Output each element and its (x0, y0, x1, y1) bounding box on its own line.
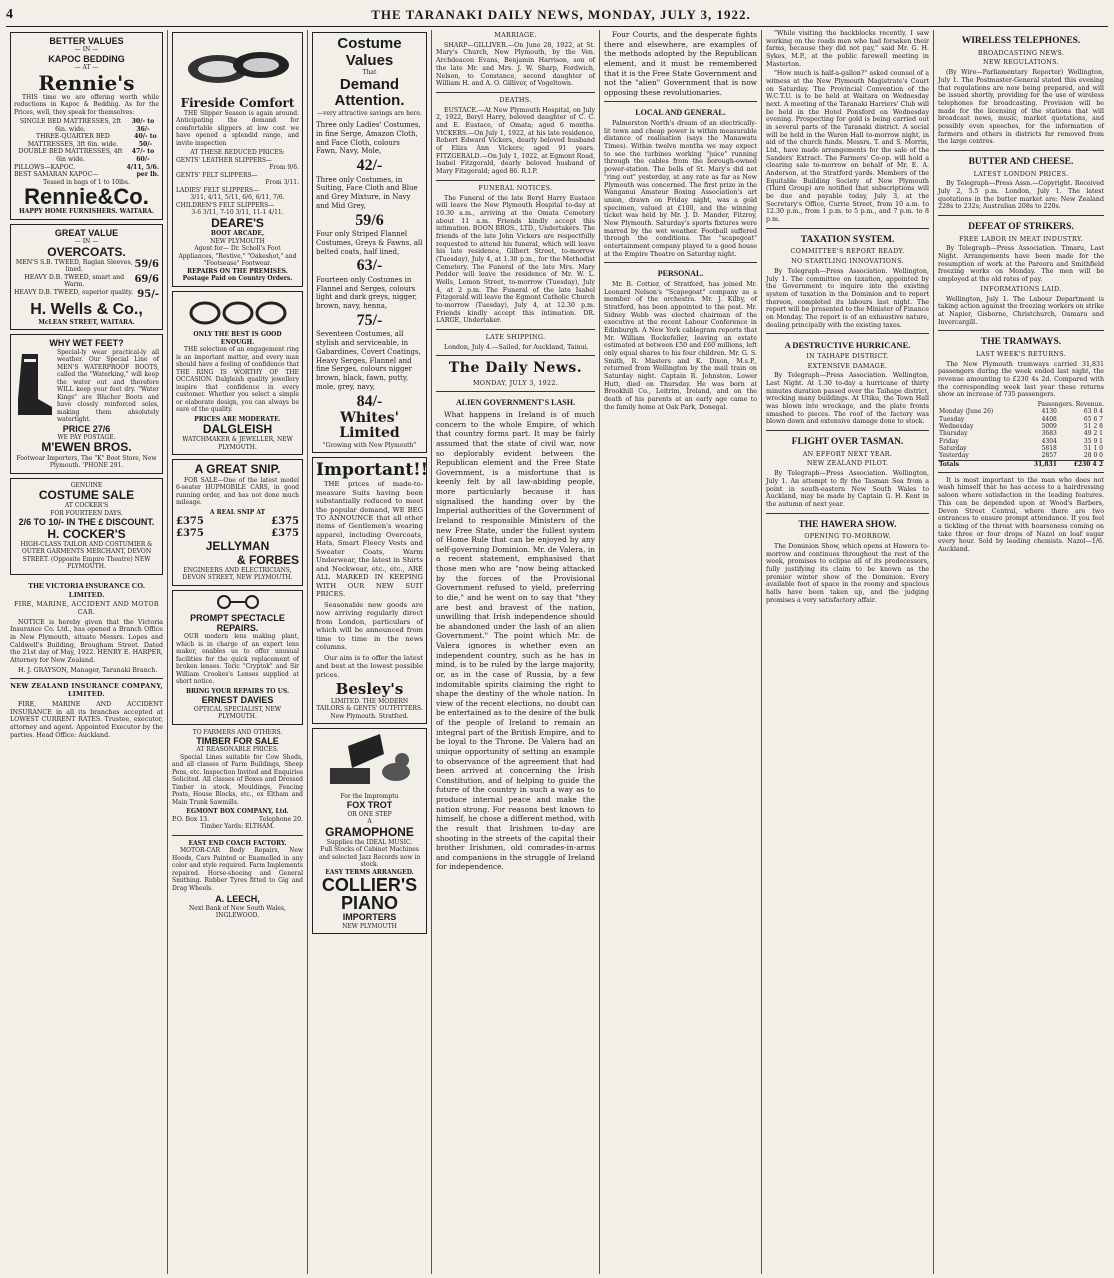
flight-body: By Telegraph—Press Association. Wellington, July 1. An attempt to fly the Tasman Sea from a point in south-eastern New South Wales to Auckland, may be made by Captain G. H. Kent in the autumn of next year. (766, 470, 929, 508)
column-2 (168, 30, 308, 1274)
deaths-body: EUSTACE.—At New Plymouth Hospital, on July 2, 1922, Beryl Harry, beloved daughter of C. C. and E. Eustace, of Omata; aged 6 months. VICKERS.—On July 1, 1922, at his late residence, Robert Edward Vickers, dearly beloved husband of Eliza Ann Vickers; aged 91 years. FITZGERALD.—On July 1, 1922, at Egmont Road, Isabel Fitzgerald, dearly beloved husband of Mary Fitzgerald; aged 86. R.I.P. (436, 106, 596, 176)
costume-item: Seventeen Costumes, all stylish and serviceable, in Gabardines, Covert Coatings, Heavy Serges, Flannel and fine Serges, colours nigger brown, black, fawn, putty, mole, grey, navy, (316, 330, 421, 391)
flight-heading: FLIGHT OVER TASMAN. (791, 437, 904, 448)
item-name: SINGLE BED MATTRESSES, 2ft 6in. wide. (19, 118, 121, 133)
divider (766, 513, 929, 514)
spectacle-heading: PROMPT SPECTACLE REPAIRS. (190, 612, 285, 633)
item-price: 95/- (137, 288, 159, 300)
divider (938, 330, 1104, 331)
besley-title: Besley's (335, 680, 404, 699)
flight-sub-2: NEW ZEALAND PILOT. (806, 459, 889, 468)
tramways-after: It is most important to the man who does not wash himself that he has access to a hairdressing saloon where satisfaction in the leading features. This can be depended upon at Wood's Barbers, Devon Street Central, where there are two entrances to ensure prompt attendance. If you feel a tickling of the throat with hoarseness coming on take three or four drops of Nazol on loaf sugar every hour. Sold by leading chemists. Nazol—1/6. Auckland. (938, 476, 1104, 553)
table-row (938, 430, 1104, 437)
divider (436, 92, 595, 93)
besley-place: New Plymouth. Stratford. (330, 712, 409, 720)
taxation-sub: COMMITTEE'S REPORT READY. (790, 247, 905, 256)
wells-sub: McLEAN STREET, WAITARA. (38, 318, 135, 326)
funeral-body: The Funeral of the late Beryl Harry Eustace will leave the New Plymouth Hospital to-day at 10.30 a.m., arriving at the Omata Cemetery about 11 a.m. Friends kindly accept this intimation. BOON BROS., LTD., Undertakers. The friends of the late John Vickers are respectfully requested to attend his funeral, which will leave his late residence, Gilbert Street, to-morrow (Tuesday), July 4, at 1.30 p.m., for the Methodist Cemetery. The Funeral of the late Mrs. Mary Pedder will leave the residence of Mr. W. L. Wells, Lemon Street, to-morrow (Tuesday), July 4, at 2 p.m. The Funeral of the late Isabel Fitzgerald will leave the Egmont Catholic Church to-morrow (Tuesday), July 4, at 12.30 p.m. Friends kindly accept this intimation. DR. LARGE, Undertaker. (436, 194, 595, 325)
item-price: 69/6 (134, 273, 159, 285)
editorial-continued: Four Courts, and the desperate fights there and elsewhere, are examples of the methods adopted by the Republican element, and it must be remembered that it is the Free State Government and not the "alien" Government that is now opposing these revolutionaries. (604, 30, 757, 97)
news-body: "How much is half-a-gallon?" asked counsel of a witness at the New Plymouth Magistrate's Court on Saturday. The Provincial Convention of the W.C.T.U. is to be held at Waitara on Wednesday next. A meeting of the Taranaki Harriers' Club will be held in the Hotel Ponsford on Wednesday evening. Prospecting for gold is being carried out in several parts of the Taranaki district. A social will be held in the Waren Hall to-morrow night, in aid of the church funds. Messrs. T. and S. Morrin, Ltd., have made arrangements for the sale of the Sanders' Extract. The Farmers' Co-op. will hold a clearing sale to-morrow on behalf of Mr. E. A. Anderson, at the Stratford yards. Members of the Equitable Building Society of New Plymouth (Third Group) are notified that subscriptions will be due and payable today, July 3, at the Secretary's Office, Currie Street, from 10 a.m. to 12.30 p.m., from 1 p.m. to 5 p.m., and 7 p.m. to 8 p.m. (766, 70, 929, 224)
timber-heading: TIMBER FOR SALE (196, 736, 279, 747)
costume-sale: COSTUME SALE (38, 488, 135, 503)
tramways-sub: LAST WEEK'S RETURNS. (975, 349, 1067, 358)
table-header: Passengers. Revenue. (1037, 401, 1104, 408)
list-item (14, 259, 159, 274)
ladies-felt: LADIES' FELT SLIPPERS— (176, 186, 260, 194)
ring-body: THE selection of an engagement ring is an important matter, and every man should have a feeling of confidence that THE RING IS WORTHY OF THE OCCASION. Dalgleish quality jewellery inspire that confidence in every customer. Whether you select a simple or elaborate design, you can always be sure of the quality. (176, 346, 299, 414)
costume-price: 42/- (356, 157, 383, 174)
item-price: 30/- to 36/- (131, 118, 155, 133)
hurricane-sub-2: EXTENSIVE DAMAGE. (807, 361, 888, 370)
wireless-body: (By Wire—Parliamentary Reporter) Wellington, July 1. The Postmaster-General stated this evening that regulations are now being prepared, and will be issued shortly, providing for the use of wireless telephones for broadcasting. Provision will be made for the licensing of the stations that will broadcast news, music, market quotations, and possibly even speeches, for the information of farmers and others in districts far removed from the large centres. (938, 69, 1104, 146)
gents-slippers: GENTS' LEATHER SLIPPERS— (176, 156, 273, 164)
price: £375 (271, 516, 299, 528)
victoria-title: THE VICTORIA INSURANCE CO. LIMITED. (28, 580, 145, 599)
wireless-heading: WIRELESS TELEPHONES. (961, 36, 1081, 46)
masthead (6, 4, 1108, 27)
shipping-body: London, July 4.—Sailed, for Auckland, Tainui. (444, 343, 589, 351)
egmont-ad (172, 729, 303, 920)
divider (938, 215, 1104, 216)
divider (766, 228, 929, 229)
local-heading: LOCAL AND GENERAL. (635, 108, 726, 118)
column-6 (762, 30, 934, 1274)
divider (766, 430, 929, 431)
marriage-body: SHARP—GILLIVER.—On June 28, 1922, at St. Mary's Church, New Plymouth, by the Ven. Archdeacon Evans, Benjamin Harrison, son of the late Mr. and Mrs. J. W. Sharp, Fordwich, Nelson, to Constance, second daughter of William H. and A. O. Gilliver, of Vogeltown. (436, 41, 595, 88)
column-4 (432, 30, 600, 1274)
list-item (14, 171, 159, 179)
table-cell: 2857 (1041, 452, 1057, 460)
divider (766, 333, 929, 334)
victoria-sub: FIRE, MARINE, ACCIDENT AND MOTOR CAR. (14, 600, 159, 616)
davies-ad (172, 590, 303, 725)
important-body-2: Seasonable new goods are now arriving regularly direct from London, particulars of which will be announced from time to time in the news columns. (316, 600, 423, 652)
butter-heading: BUTTER AND CHEESE. (968, 156, 1074, 167)
newspaper-page (6, 4, 1108, 1274)
jellyman-ad (172, 459, 303, 585)
table-row (938, 416, 1104, 423)
only-best: ONLY THE BEST IS GOOD ENOUGH. (193, 331, 282, 346)
item-name: HEAVY D.B. TWEED, superior quality. (14, 288, 134, 296)
informations-heading: INFORMATIONS LAID. (980, 284, 1062, 293)
demand: Demand (339, 75, 400, 93)
local-body: Palmerston North's dream of an electrically-lit town and cheap power is within measurable distance of realisation (says the Manawatu Times). Within twelve months we may expect to see the turbines working "juice" running through the cables from the borough-owned power-station. The bells of St. Mary's did not "ring out" yesterday, at any rate as far as New Plymouth was concerned. The first prize in the Wanganui Amateur Boxing Association's art union, drawn on Friday night, was a gold specimen, valued at £100, and the winning ticket was held by Mr. J. D. Mander, Fitzroy, New Plymouth. Saturday's sports fixtures were marred by the wet weather. Football suffered through the conditions. The "scapegoat" entertainment company played to a good house at the Empire Theatre on Saturday night. (604, 120, 757, 258)
daily-news-title: The Daily News. (448, 360, 583, 377)
price: From 3/11. (265, 179, 299, 187)
table-cell: 3683 (1041, 430, 1057, 438)
table-cell: Yesterday (939, 452, 969, 460)
gramophone-title: GRAMOPHONE (325, 824, 414, 839)
wet-feet-text: Special-ly wear practical-ly all weather. Our Special Line of MEN'S WATERPROOF BOOTS, called the "Waterking," will keep the water out and therefore WILL keep your feet dry. "Water Kings" are Blucher Boots and have closely reinforced soles, making them absolutely watertight. (57, 348, 159, 424)
mewen-ad (10, 334, 163, 473)
table-cell: Wednesday (939, 422, 974, 430)
list-item (14, 148, 159, 163)
deares-ad (172, 32, 303, 287)
wireless-sub-2: NEW REGULATIONS. (983, 58, 1059, 67)
table-cell: 63 0 4 (1083, 408, 1103, 416)
personal-body: Mr. B. Cottier, of Stratford, has joined Mr. Leonard Nelson's "Scapegoat" company as a member of the orchestra. Mr. J. Kilby, of Stratford, has been appointed to the post. Mr. Sidney Webb was elected chairman of the executive at the recent Labour Conference in Edinburgh. A New York cablegram reports that Mr. William Rockefeller, leaving an estate estimated at between £50 and £60 millions, left only equal shares to his four children. Mr. G. S. Smith, R. Masters and K. Dixon, M.s.P., returned from Wellington by the mail train on Saturday night. Captain R. Johnston, Lower Hutt, died on Thursday. He was born at Brookhill Co., Leitrim, Ireland, and on the death of his parents at an early age came to the family home at Oak Park, Donegal. (604, 280, 757, 411)
reduced-prices: AT THESE REDUCED PRICES: (190, 149, 285, 157)
divider (436, 180, 595, 181)
divider (604, 101, 757, 102)
label: — IN — (74, 46, 99, 54)
list-item (14, 118, 159, 133)
table-cell: Totals (939, 460, 960, 468)
table-row (938, 438, 1104, 445)
better-values: BETTER VALUES (49, 36, 124, 46)
taxation-sub-2: NO STARTLING INNOVATIONS. (791, 257, 904, 266)
great-value: GREAT VALUE (54, 227, 119, 238)
price-row (176, 516, 299, 528)
funeral-heading: FUNERAL NOTICES. (478, 183, 553, 192)
snip-body: FOR SALE—One of the latest model 6-seater HUPMOBILE CARS, in good running order, and has not done much mileage. (176, 476, 299, 507)
list-item (14, 133, 159, 148)
strikers-body: By Telegraph—Press Association. Timaru, Last Night. Arrangements have been made for the resumption of work at the Pareora and Smithfield freezing works on Monday. The men will be employed at the old rates of pay. (938, 245, 1104, 284)
genuine: GENUINE (70, 481, 103, 489)
repairs-text: REPAIRS ON THE PREMISES. Postage Paid on Country Orders. (182, 267, 293, 283)
taxation-body: By Telegraph—Press Association. Wellington, July 1. The committee on taxation, appointed by the Government to inquire into the existing system of taxation in the Dominion and to report thereon, completed its labours last night. The report will be presented to the Minister of Finance on Monday. The report is of an exhaustive nature, dealing principally with the existing taxes. (766, 268, 929, 329)
important-body: THE prices of made-to-measure Suits having been substantially reduced to meet the popular demand, WE BEG TO ANNOUNCE that all other items of Gentlemen's wearing apparel, including Overcoats, Hats, Smart Fleecy Vests and Sweater Coats, Warm Underwear, the latest in Shirts and Neckwear, etc., etc., ARE ALL MARKED IN KEEPING WITH OUR NEW SUIT PRICES. (316, 480, 423, 599)
page-number: 4 (6, 7, 14, 23)
divider (436, 329, 595, 330)
whites-sub: "Growing with New Plymouth" (322, 441, 417, 449)
costume-price: 84/- (356, 392, 383, 410)
table-cell: 51 1 0 (1083, 444, 1103, 452)
column-7 (934, 30, 1108, 1274)
table-cell: 5009 (1041, 422, 1057, 430)
rennies-intro: THIS time we are offering worth while reductions in Kapoc & Bedding. As for the Prices, well, they speak for themselves: (14, 93, 159, 116)
table-cell: £230 4 2 (1073, 460, 1103, 468)
spectacle-body: OUR modern lens making plant, which is in charge of an expert lens maker, enables us to offer unusual facilities for the quick replacement of broken lenses. Toric "Cryptok" and Sir William Crookes's Lenses supplied at short notice. (176, 633, 299, 686)
egmont-title: EGMONT BOX COMPANY, Ltd. (186, 808, 289, 816)
costume-item: Three only Ladies' Costumes, in fine Serge, Amazon Cloth, and Face Cloth, colours Fawn, Navy, Mole, (316, 121, 421, 156)
hurricane-body: By Telegraph—Press Association. Wellington, Last Night. At 1.30 to-day a hurricane of thirty minutes duration passed over the Taihape district, wrecking many buildings. At Utiku, the Town Hall was blown into wreckage, and the plate fronts smashed to pieces. The roof of the factory was blown down and extensive damage done to stock. (766, 372, 929, 426)
rennies-ad (10, 32, 163, 220)
cocker-sub: HIGH-CLASS TAILOR AND COSTUMIER & OUTER GARMENTS MERCHANT, DEVON STREET. (Opposite Empire Theatre) NEW PLYMOUTH. (20, 540, 153, 571)
wireless-sub: BROADCASTING NEWS. (977, 48, 1065, 57)
rings-icon (183, 295, 293, 329)
table-cell: Monday (June 26) (939, 408, 994, 416)
wet-feet-heading: WHY WET FEET? (49, 338, 124, 349)
label: — IN — (74, 238, 99, 246)
mewen-title: M'EWEN BROS. (41, 440, 132, 455)
divider (604, 262, 757, 263)
table-cell: 51 2 8 (1083, 422, 1103, 430)
costume-price: 59/6 (355, 211, 384, 229)
gramophone-sub: Supplies the IDEAL MUSIC. (326, 838, 413, 846)
divider (10, 678, 163, 679)
item-name: BEST SAMARAN KAPOC— (14, 171, 99, 179)
dalgleish-ad (172, 291, 303, 456)
collier-ad (312, 728, 427, 934)
table-cell: 31,831 (1033, 460, 1057, 468)
farmers: TO FARMERS AND OTHERS. (192, 728, 283, 736)
table-cell: 35 9 1 (1083, 437, 1103, 445)
costume-price: 75/- (356, 311, 383, 329)
editorial-heading: ALIEN GOVERNMENT'S LASH. (456, 398, 575, 408)
item-name: HEAVY D.B. TWEED, smart and Warm. (24, 273, 125, 289)
table-row (938, 445, 1104, 452)
flight-sub: AN EFFORT NEXT YEAR. (802, 449, 893, 458)
slippers-icon (183, 39, 293, 91)
davies-title: ERNEST DAVIES (201, 695, 274, 706)
cocker-ad (10, 478, 163, 575)
table-cell: 4408 (1041, 415, 1057, 423)
costume-price: 63/- (356, 257, 383, 275)
nz-insurance-body: FIRE, MARINE AND ACCIDENT INSURANCE in all its branches accepted at LOWEST CURRENT RATES. Trustee, executor, attorney and agent. Appointed Executor by the parties. Head Office: Auckland. (10, 701, 163, 739)
piano-title: PIANO (340, 893, 398, 914)
item-price: per lb. (136, 171, 159, 179)
list-item (14, 164, 159, 172)
price: £375 (176, 516, 204, 528)
shipping-heading: LATE SHIPPING. (485, 332, 546, 341)
important-title: Important!! (316, 460, 429, 481)
telephone: Telephone 20. (258, 815, 303, 823)
postage: WE PAY POSTAGE. (57, 433, 116, 441)
column-3 (308, 30, 432, 1274)
rennies-title: Rennie's (38, 70, 135, 95)
table-row (938, 423, 1104, 430)
leech-title: A. LEECH, (215, 894, 260, 905)
nz-insurance-title: NEW ZEALAND INSURANCE COMPANY, LIMITED. (10, 682, 163, 699)
po-box: P.O. Box 13. (172, 815, 210, 823)
that: That (362, 69, 377, 76)
wells-ad (10, 224, 163, 331)
personal-heading: PERSONAL. (657, 269, 704, 279)
dalgleish-title: DALGLEISH (202, 422, 273, 437)
coach-title: EAST END COACH FACTORY. (188, 839, 287, 847)
values: Values (345, 51, 394, 69)
hawera-sub: OPENING TO-MORROW. (804, 532, 891, 541)
wet-feet-price: PRICE 27/6 (62, 423, 111, 434)
informations-body: Wellington, July 1. The Labour Department is taking action against the freezing workers on strike at Napier, Gisborne, Christchurch, Oamaru and Invercargill. (938, 295, 1104, 326)
item-price: 47/- to 60/- (131, 148, 155, 163)
table-cell: 65 6 7 (1083, 415, 1103, 423)
price: 3-6 3/11, 7-10 3/11, 11-1 4/11. (191, 209, 284, 217)
gents-felt: GENTS' FELT SLIPPERS— (176, 171, 258, 179)
divider (436, 355, 595, 356)
butter-body: By Telegraph—Press Assn.—Copyright. Received July 2, 5.5 p.m. London, July 1. The latest quotations in the butter market are: New Zealand 228s to 232s; Australian 208s to 220s. (938, 180, 1104, 211)
item-name: PILLOWS—KAPOC. (14, 163, 76, 171)
rennie-co-sub: HAPPY HOME FURNISHERS. WAITARA. (19, 208, 154, 216)
divider (436, 391, 595, 392)
hurricane-heading: A DESTRUCTIVE HURRICANE. (784, 340, 911, 351)
price: 3/11, 4/11, 5/11, 6/6, 6/11, 7/6. (190, 194, 285, 202)
table-cell: 4130 (1041, 408, 1057, 416)
table-cell: 4304 (1041, 437, 1057, 445)
cocker-title: H. COCKER'S (47, 526, 126, 541)
item-price: 59/6 (134, 258, 159, 270)
table-cell: Saturday (939, 444, 967, 452)
boot-icon (14, 349, 54, 419)
victoria-manager: H. J. GRAYSON, Manager, Taranaki Branch. (18, 666, 158, 674)
fortnight: FOR FOURTEEN DAYS. (50, 509, 123, 517)
butter-sub: LATEST LONDON PRICES. (973, 169, 1069, 178)
importers: IMPORTERS (342, 912, 397, 923)
table-row (938, 452, 1104, 460)
article: A (367, 818, 372, 826)
attractive: —very attractive savings are here. (317, 109, 422, 117)
mewen-sub: Footwear Importers, The "K" Boot Store, New Plymouth. 'PHONE 291. (16, 454, 157, 470)
table-cell: 49 2 1 (1083, 430, 1103, 438)
forbes-title: & FORBES (236, 552, 299, 567)
kapoc-heading: KAPOC BEDDING (48, 53, 125, 64)
egmont-contact (172, 816, 303, 824)
discount: 2/6 TO 10/- IN THE £ DISCOUNT. (18, 517, 155, 528)
price: £375 (176, 528, 204, 540)
table-cell: Friday (939, 437, 959, 445)
editorial-body: What happens in Ireland is of much concern to the whole Empire, of which that country forms part. It may be fairly assumed that the state of civil war, now so deplorably evident between the Republican element and the Free State Government, is a misfortune that is keenly felt by all law-abiding people, more particularly because it has signalised the handing over by the Imperial authorities of the Government of Ireland to responsible Ministers of the new Free State, under the fullest system of Home Rule that can be enjoyed by any self-governing Dominion. Mr. de Valera, in a recent statement, emphasised that those men who are "now being attacked by the forces of the Provisional Government refused to yield, preferring to die," and he went on to say that "they are best and bravest of the nation, unwilling that Irish independence should be abandoned under the lash of an alien Government." The point which Mr. de Valera ignores is whether even an independent country, such as he has in mind, is to be ruled by the large majority, or, as in the case of Russia, by a few indomitable spirits claiming the right to shape the destiny of the whole nation. In view of the recent elections, no doubt can be entertained as to the desire of the bulk of the people of Ireland to remain an integral part of the British Empire, and to be loyal to the Throne. De Valera had an unique opportunity of setting an example to observance of the agreement that had been arrived at concerning the Irish Constitution, and of helping to guide the future of the country in such a way as to produce internal peace and make the nation strong. For reasons best known to himself, he chose a different method, with the result that Irishmen to-day are shooting in the streets of the capital their brother Irishmen, old comrades-in-arms and companions in the struggle of Ireland for independence. (436, 410, 595, 872)
whites-title: Whites' Limited (339, 410, 400, 442)
colliers-title: COLLIER'S (321, 875, 418, 896)
bring-repairs: BRING YOUR REPAIRS TO US. (185, 687, 290, 695)
location: NEW PLYMOUTH (342, 922, 397, 930)
whites-ad (312, 32, 427, 453)
deares-title: DEARE'S (211, 215, 264, 230)
hawera-body: The Dominion Show, which opens at Hawera to-morrow and continues throughout the rest of the week, promises to eclipse all of its predecessors, fully justifying its claim to be known as the premier winter show of the Dominion. Every available foot of space in the roomy and spacious halls have been taken up, and the judging promises a very satisfactory affair. (766, 543, 929, 604)
children-slippers: CHILDREN'S FELT SLIPPERS— (176, 201, 275, 209)
table-cell: 5818 (1041, 444, 1057, 452)
news-lead: "While visiting the backblocks recently, I saw working on the roads men who had forsaken their farms, because they did not pay," said Mr. G. H. Sykes, M.P., at the public farewell meeting in Masterton. (766, 30, 929, 68)
item-name: MEN'S S.B. TWEED, Raglan Sleeves, lined. (15, 258, 133, 274)
snip-heading: A GREAT SNIP. (194, 462, 281, 477)
dalgleish-sub: WATCHMAKER & JEWELLER, NEW PLYMOUTH. (182, 436, 293, 451)
victoria-body: NOTICE is hereby given that the Victoria Insurance Co. Ltd., has opened a Branch Office in New Plymouth, situate Messrs. Lopes and Caldwell's Building, Brougham Street. Dated the 21st day of May, 1922. HENRY E. HARPER, Attorney for New Zealand. (10, 618, 163, 665)
table-total-row (938, 460, 1104, 468)
fireside-body: THE Slipper Season is again around. Anticipating the demand for comfortable slippers at low cost we have opened a splendid range, and invite inspection (176, 109, 299, 147)
list-item (14, 274, 159, 289)
editorial-date: MONDAY, JULY 3, 1922. (472, 378, 559, 387)
tramways-heading: THE TRAMWAYS. (980, 337, 1062, 348)
table-row (938, 408, 1104, 415)
price: £375 (271, 528, 299, 540)
coach-body: MOTOR-CAR Body Repairs, New Hoods, Cars Painted or Enamelled in any color and style required. Farm Implements repaired. Horse-shoeing and General Smithing. Rubber Tyres fitted to Gig and Drag Wheels. (172, 847, 303, 892)
item-name: DOUBLE BED MATTRESSES, 4ft 6in wide. (18, 148, 123, 163)
costume-item: Three only Costumes, in Suiting, Face Cloth and Blue and Grey Mixture, in Navy and Mid Grey, (316, 175, 418, 210)
list-item (14, 289, 159, 301)
wells-title: H. Wells & Co., (30, 301, 143, 319)
costume-item: Four only Striped Flannel Costumes, Greys & Fawns, all belted coats, half lined, (316, 230, 423, 256)
item-name: THREE-QUARTER BED MATTRESSES, 3ft 6in. wide. (27, 133, 119, 148)
table-cell: Thursday (939, 430, 968, 438)
costume: Costume (337, 35, 402, 52)
reasonable: AT REASONABLE PRICES. (196, 746, 279, 754)
foxtrot: FOX TROT (346, 800, 393, 811)
price: From 9/6. (269, 164, 299, 172)
jellyman-title: JELLYMAN (205, 539, 270, 554)
fireside-title: Fireside Comfort (180, 95, 295, 110)
leech-sub: Next Bank of New South Wales, INGLEWOOD. (189, 904, 286, 920)
taxation-heading: TAXATION SYSTEM. (800, 234, 895, 245)
kapoc-note: Teased in bags of 1 to 10lbs. (43, 178, 130, 186)
strikers-sub: FREE LABOR IN MEAT INDUSTRY. (959, 234, 1083, 243)
divider (938, 150, 1104, 151)
hurricane-sub: IN TAIHAPE DISTRICT. (806, 351, 889, 360)
spectacles-icon (208, 594, 268, 610)
davies-sub: OPTICAL SPECIALIST, NEW PLYMOUTH. (193, 705, 282, 721)
label: — AT — (74, 64, 99, 72)
impromptu: For the Impromptu (340, 792, 399, 800)
kapoc-list (14, 118, 159, 179)
tramways-body: The New Plymouth tramways carried 31,831 passengers during the week ended last night, the revenue amounting to £230 4s 2d. Compared with the corresponding week last year these returns show an increase of 735 passengers. (938, 360, 1104, 399)
strikers-heading: DEFEAT OF STRIKERS. (968, 222, 1074, 232)
prices-moderate: PRICES ARE MODERATE. (194, 415, 281, 423)
gramophone-dog-icon (322, 732, 418, 790)
deaths-heading: DEATHS. (499, 95, 532, 104)
divider (938, 472, 1104, 473)
marriage-heading: MARRIAGE. (494, 31, 537, 39)
costume-item: Fourteen only Costumes in Flannel and Serges, colours light and dark greys, nigger, brown, navy, henna, (316, 275, 417, 311)
overcoats-heading: OVERCOATS. (47, 244, 126, 259)
gramophone-body: Full Stocks of Cabinet Machines and selected Jazz Records now in stock. (318, 846, 421, 869)
boot-arcade: BOOT ARCADE, (210, 230, 265, 238)
timber-body: Special Lines suitable for Cow Sheds, and all classes of Farm Buildings, Sheep Pens, etc. Inspection Invited and Enquiries Solicited. All classes of Boxes and Dressed Timber in stock, Mouldings, Fencing Posts, House Blocks, etc., ex Eltham and Main Trunk Sawmills. (172, 753, 303, 806)
wet-feet-body (14, 349, 159, 424)
agent-text: Agent for— Dr. Scholl's Foot Appliances, "Restive," "Oakeshot," and "Footsease" Footwear. (178, 245, 297, 268)
important-body-3: Our aim is to offer the latest and best at the lowest possible prices. (316, 653, 423, 679)
tramways-table (938, 408, 1104, 468)
location: NEW PLYMOUTH (210, 237, 265, 245)
item-price: 40/- to 50/- (134, 133, 157, 148)
table-cell: 28 0 0 (1083, 452, 1103, 460)
column-5 (600, 30, 762, 1274)
divider (172, 835, 303, 836)
onestep: OR ONE STEP (347, 810, 392, 818)
column-1 (6, 30, 168, 1274)
hawera-heading: THE HAWERA SHOW. (798, 519, 897, 530)
item-price: 4/11, 5/6. (126, 163, 159, 171)
newspaper-title: THE TARANAKI DAILY NEWS, MONDAY, JULY 3, 1922. (371, 7, 751, 23)
jellyman-sub: ENGINEERS AND ELECTRICIANS, DEVON STREET, NEW PLYMOUTH. (182, 566, 293, 582)
rennie-co-logo: Rennie&Co. (24, 184, 149, 210)
real-snip: A REAL SNIP AT (209, 508, 266, 516)
easy-terms: EASY TERMS ARRANGED. (325, 868, 414, 876)
attention: Attention. (334, 92, 405, 109)
table-cell: Tuesday (939, 415, 965, 423)
besley-sub: LIMITED. THE MODERN TAILORS & GENTS' OUTFITTERS. (316, 697, 423, 713)
at-cockers: AT COCKER'S (64, 502, 109, 510)
yards: Timber Yards: ELTHAM. (200, 823, 275, 831)
besley-ad (312, 457, 427, 724)
victoria-notice (10, 581, 163, 740)
